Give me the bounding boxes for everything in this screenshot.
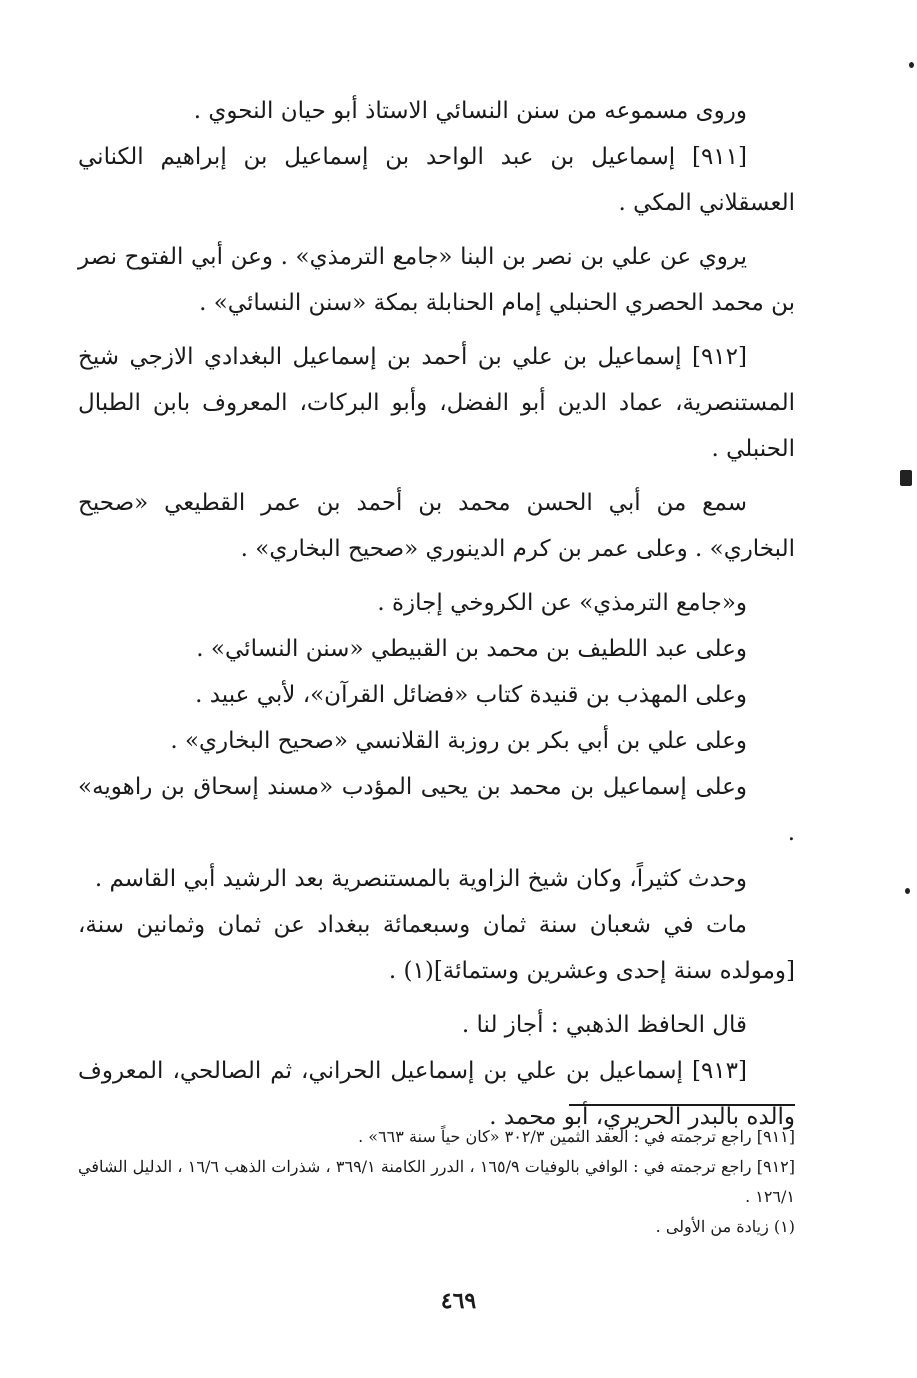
page-number: ٤٦٩ (440, 1288, 477, 1314)
footnote-912: [٩١٢] راجع ترجمته في : الوافي بالوفيات ١٦٥/٩ ، الدرر الكامنة ٣٦٩/١ ، شذرات الذهب ١٦/٦ ، الدليل الشافي ١٢٦/١ . (78, 1157, 796, 1206)
entry-912-line: وعلى علي بن أبي بكر بن روزبة القلانسي «صحيح البخاري» . (170, 728, 747, 754)
footnote-separator (569, 1104, 795, 1106)
entry-912-death: مات في شعبان سنة ثمان وسبعمائة ببغداد عن ثمان وثمانين سنة، [ومولده سنة إحدى وعشرين وستمائة](١) . (78, 912, 795, 984)
entry-913-heading: [٩١٣] إسماعيل بن علي بن إسماعيل الحراني، ثم الصالحي، المعروف والده بالبدر الحريري، أبو محمد . (78, 1058, 795, 1130)
scan-speck (909, 62, 914, 68)
entry-912-line: وعلى إسماعيل بن محمد بن يحيى المؤدب «مسند إسحاق بن راهويه» . (78, 774, 795, 846)
entry-912-heading: [٩١٢] إسماعيل بن علي بن أحمد بن إسماعيل البغدادي الازجي شيخ المستنصرية، عماد الدين أبو الفضل، وأبو البركات، المعروف بابن الطبال الحنبلي . (78, 344, 795, 462)
entry-912-line: و«جامع الترمذي» عن الكروخي إجازة . (377, 590, 747, 616)
entry-912-body: سمع من أبي الحسن محمد بن أحمد بن عمر القطيعي «صحيح البخاري» . وعلى عمر بن كرم الدينوري «صحيح البخاري» . (78, 490, 795, 562)
scan-speck (905, 888, 910, 894)
footnotes (78, 1122, 795, 1242)
entry-911-heading: [٩١١] إسماعيل بن عبد الواحد بن إسماعيل بن إبراهيم الكناني العسقلاني المكي . (78, 144, 795, 216)
footnote-911: [٩١١] راجع ترجمته في : العقد الثمين ٣٠٢/٣ «كان حياً سنة ٦٦٣» . (358, 1127, 795, 1146)
main-text (78, 88, 795, 1140)
entry-912-line: وحدث كثيراً، وكان شيخ الزاوية بالمستنصرية بعد الرشيد أبي القاسم . (94, 866, 747, 892)
footnote-1: (١) زيادة من الأولى . (655, 1217, 795, 1236)
scan-speck (900, 470, 912, 486)
entry-912-line: وعلى المهذب بن قنيدة كتاب «فضائل القرآن»، لأبي عبيد . (195, 682, 747, 708)
entry-912-line: وعلى عبد اللطيف بن محمد بن القبيطي «سنن النسائي» . (196, 636, 747, 662)
entry-911-body: يروي عن علي بن نصر بن البنا «جامع الترمذي» . وعن أبي الفتوح نصر بن محمد الحصري الحنبلي إمام الحنابلة بمكة «سنن النسائي» . (78, 244, 795, 316)
dhahabi-quote: قال الحافظ الذهبي : أجاز لنا . (461, 1012, 747, 1038)
paragraph-continuation: وروى مسموعه من سنن النسائي الاستاذ أبو حيان النحوي . (193, 98, 747, 124)
